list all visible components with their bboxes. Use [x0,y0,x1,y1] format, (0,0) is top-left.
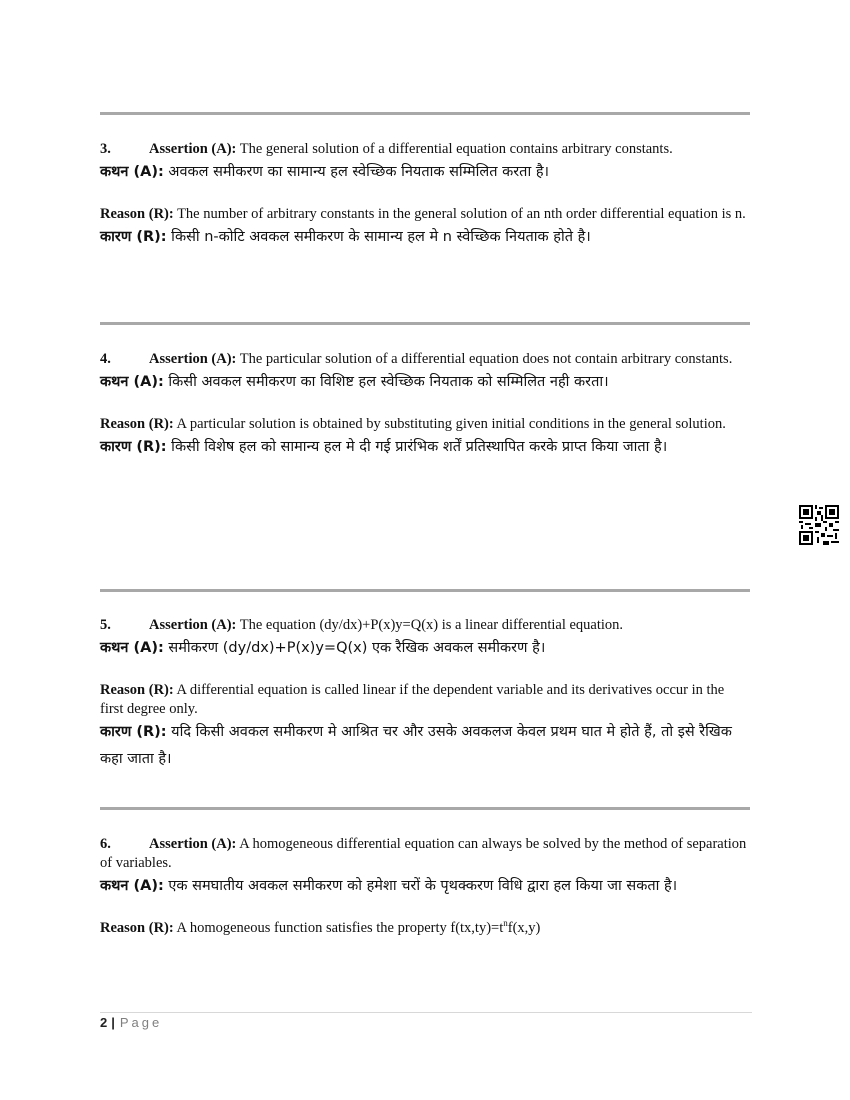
karan-line [100,719,750,773]
kathan-text: अवकल समीकरण का सामान्य हल स्वेच्छिक नियताक सम्मिलित करता है। [163,164,550,180]
footer-divider [100,1012,752,1013]
qr-code-icon [799,505,839,545]
reason-text: A homogeneous function satisfies the property f(tx,ty)=t [173,920,504,936]
reason-text: The number of arbitrary constants in the general solution of an nth order differential equation is n. [173,206,746,222]
reason-text: A differential equation is called linear if the dependent variable and its derivatives occur in the first degree only. [100,682,725,717]
page-label: Page [119,1015,163,1030]
page-number: 2 [100,1015,108,1030]
assertion-line [100,616,750,635]
karan-text: किसी n-कोटि अवकल समीकरण के सामान्य हल मे n स्वेच्छिक नियताक होते है। [166,229,591,245]
karan-text: यदि किसी अवकल समीकरण मे आश्रित चर और उसके अवकलज केवल प्रथम घात मे होते हैं, तो इसे रैखिक कहा जाता है। [100,724,732,767]
reason-text-end: f(x,y) [507,920,541,936]
kathan-label: कथन (A): [100,164,164,180]
reason-text: A particular solution is obtained by substituting given initial conditions in the general solution. [173,416,726,432]
kathan-label: कथन (A): [100,374,164,390]
kathan-line [100,873,750,900]
assertion-label: Assertion (A): [149,836,237,852]
question-number: 6. [100,836,111,852]
assertion-text: The general solution of a differential equation contains arbitrary constants. [236,141,673,157]
reason-label: Reason (R): [100,682,174,698]
kathan-line [100,635,750,662]
reason-label: Reason (R): [100,416,174,432]
assertion-text: The particular solution of a differential equation does not contain arbitrary constants. [236,351,733,367]
kathan-line [100,369,750,396]
karan-label: कारण (R): [100,439,167,455]
karan-line [100,434,750,461]
question-3 [100,140,750,251]
kathan-text: समीकरण (dy/dx)+P(x)y=Q(x) एक रैखिक अवकल समीकरण है। [163,640,546,656]
reason-line [100,919,750,938]
footer-separator: | [111,1015,115,1030]
karan-label: कारण (R): [100,229,167,245]
assertion-line [100,835,750,873]
reason-line [100,681,750,719]
section-divider [100,322,750,325]
assertion-line [100,350,750,369]
page-footer [100,1015,162,1030]
reason-line [100,415,750,434]
kathan-line [100,159,750,186]
kathan-text: एक समघातीय अवकल समीकरण को हमेशा चरों के पृथक्करण विधि द्वारा हल किया जा सकता है। [163,878,678,894]
kathan-label: कथन (A): [100,878,164,894]
question-4 [100,350,750,461]
section-divider [100,807,750,810]
reason-line [100,205,750,224]
assertion-label: Assertion (A): [149,617,237,633]
karan-text: किसी विशेष हल को सामान्य हल मे दी गई प्रारंभिक शर्तें प्रतिस्थापित करके प्राप्त किया जाता है। [166,439,668,455]
assertion-label: Assertion (A): [149,141,237,157]
question-6 [100,835,750,938]
section-divider [100,112,750,115]
exponent: n [503,918,508,929]
assertion-line [100,140,750,159]
karan-label: कारण (R): [100,724,167,740]
question-number: 4. [100,351,111,367]
kathan-label: कथन (A): [100,640,164,656]
assertion-text: The equation (dy/dx)+P(x)y=Q(x) is a linear differential equation. [236,617,624,633]
question-5 [100,616,750,773]
assertion-label: Assertion (A): [149,351,237,367]
reason-label: Reason (R): [100,920,174,936]
kathan-text: किसी अवकल समीकरण का विशिष्ट हल स्वेच्छिक नियताक को सम्मिलित नही करता। [163,374,609,390]
section-divider [100,589,750,592]
reason-label: Reason (R): [100,206,174,222]
assertion-text: A homogeneous differential equation can always be solved by the method of separation of variables. [100,836,747,871]
question-number: 3. [100,141,111,157]
question-number: 5. [100,617,111,633]
karan-line [100,224,750,251]
